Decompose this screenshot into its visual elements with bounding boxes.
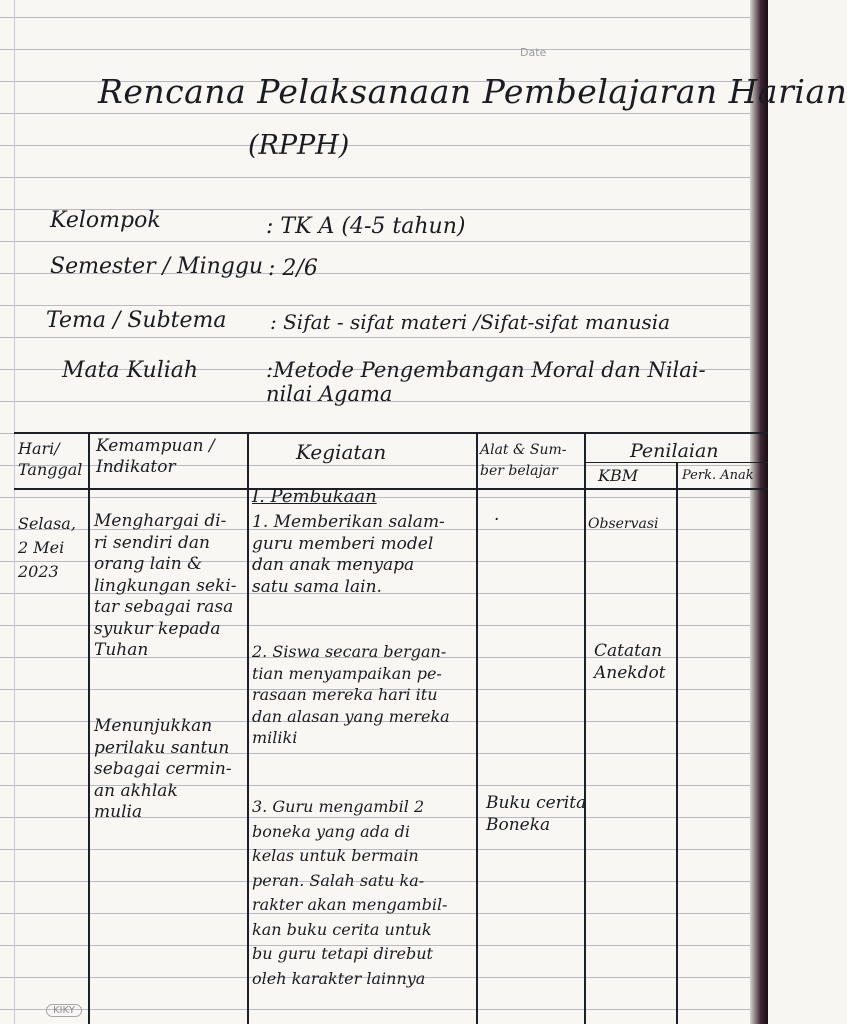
cell-kbm-1: Observasi — [588, 516, 659, 532]
cell-hari-tanggal: Selasa, 2 Mei 2023 — [18, 514, 76, 581]
cell-kegiatan-2: 2. Siswa secara bergan- tian menyampaikan pe- rasaan mereka hari itu dan alasan yang mereka miliki — [252, 642, 450, 747]
date-label: Date — [520, 46, 547, 59]
header-hari: Hari/ Tanggal — [18, 439, 83, 479]
table-top-border — [14, 432, 768, 434]
cell-kbm-2: Catatan Anekdot — [594, 641, 666, 683]
header-penilaian: Penilaian — [630, 440, 719, 462]
header-kemampuan: Kemampuan / Indikator — [96, 436, 215, 477]
table-col-divider — [584, 432, 586, 1024]
cell-kemampuan-2: Menunjukkan perilaku santun sebagai cermin- an akhlak mulia — [94, 716, 232, 822]
field-tema-value: : Sifat - sifat materi /Sifat-sifat manusia — [270, 310, 671, 334]
cell-kemampuan-1: Menghargai di- ri sendiri dan orang lain & lingkungan seki- tar sebagai rasa syukur kepada Tuhan — [94, 511, 237, 660]
notebook-binding — [750, 0, 768, 1024]
cell-kegiatan-3: 3. Guru mengambil 2 boneka yang ada di kelas untuk bermain peran. Salah satu ka- rakter akan mengambil- kan buku cerita untuk bu guru tetapi direbut oleh karakter lainnya — [252, 797, 448, 988]
section-heading: I. Pembukaan — [252, 486, 377, 507]
field-kelompok-value: : TK A (4-5 tahun) — [266, 214, 466, 239]
cell-alat-2: Buku cerita Boneka — [486, 793, 587, 835]
header-perk-anak: Perk. Anak — [682, 468, 754, 483]
field-matakuliah-label: Mata Kuliah — [62, 358, 199, 383]
field-tema-label: Tema / Subtema — [46, 308, 227, 333]
field-kelompok-label: Kelompok — [50, 208, 161, 233]
header-kbm: KBM — [598, 466, 639, 485]
table-col-divider — [247, 432, 249, 1024]
table-col-divider — [476, 432, 478, 1024]
header-kegiatan: Kegiatan — [296, 440, 387, 464]
margin-line — [14, 0, 15, 1024]
page-title: Rencana Pelaksanaan Pembelajaran Harian — [98, 72, 847, 111]
field-semester-value: : 2/6 — [268, 256, 318, 281]
table-col-divider — [88, 432, 90, 1024]
header-alat: Alat & Sum- ber belajar — [480, 442, 567, 479]
cell-alat-1: · — [494, 510, 500, 530]
field-matakuliah-value: :Metode Pengembangan Moral dan Nilai- nilai Agama — [266, 358, 706, 406]
field-semester-label: Semester / Minggu — [50, 254, 264, 279]
notebook-brand-mark: KIKY — [46, 1004, 82, 1017]
table-header-border — [14, 488, 768, 490]
page-subtitle: (RPPH) — [248, 130, 350, 161]
table-col-divider — [676, 462, 678, 1024]
cell-kegiatan-1: 1. Memberikan salam- guru memberi model dan anak menyapa satu sama lain. — [252, 512, 445, 597]
